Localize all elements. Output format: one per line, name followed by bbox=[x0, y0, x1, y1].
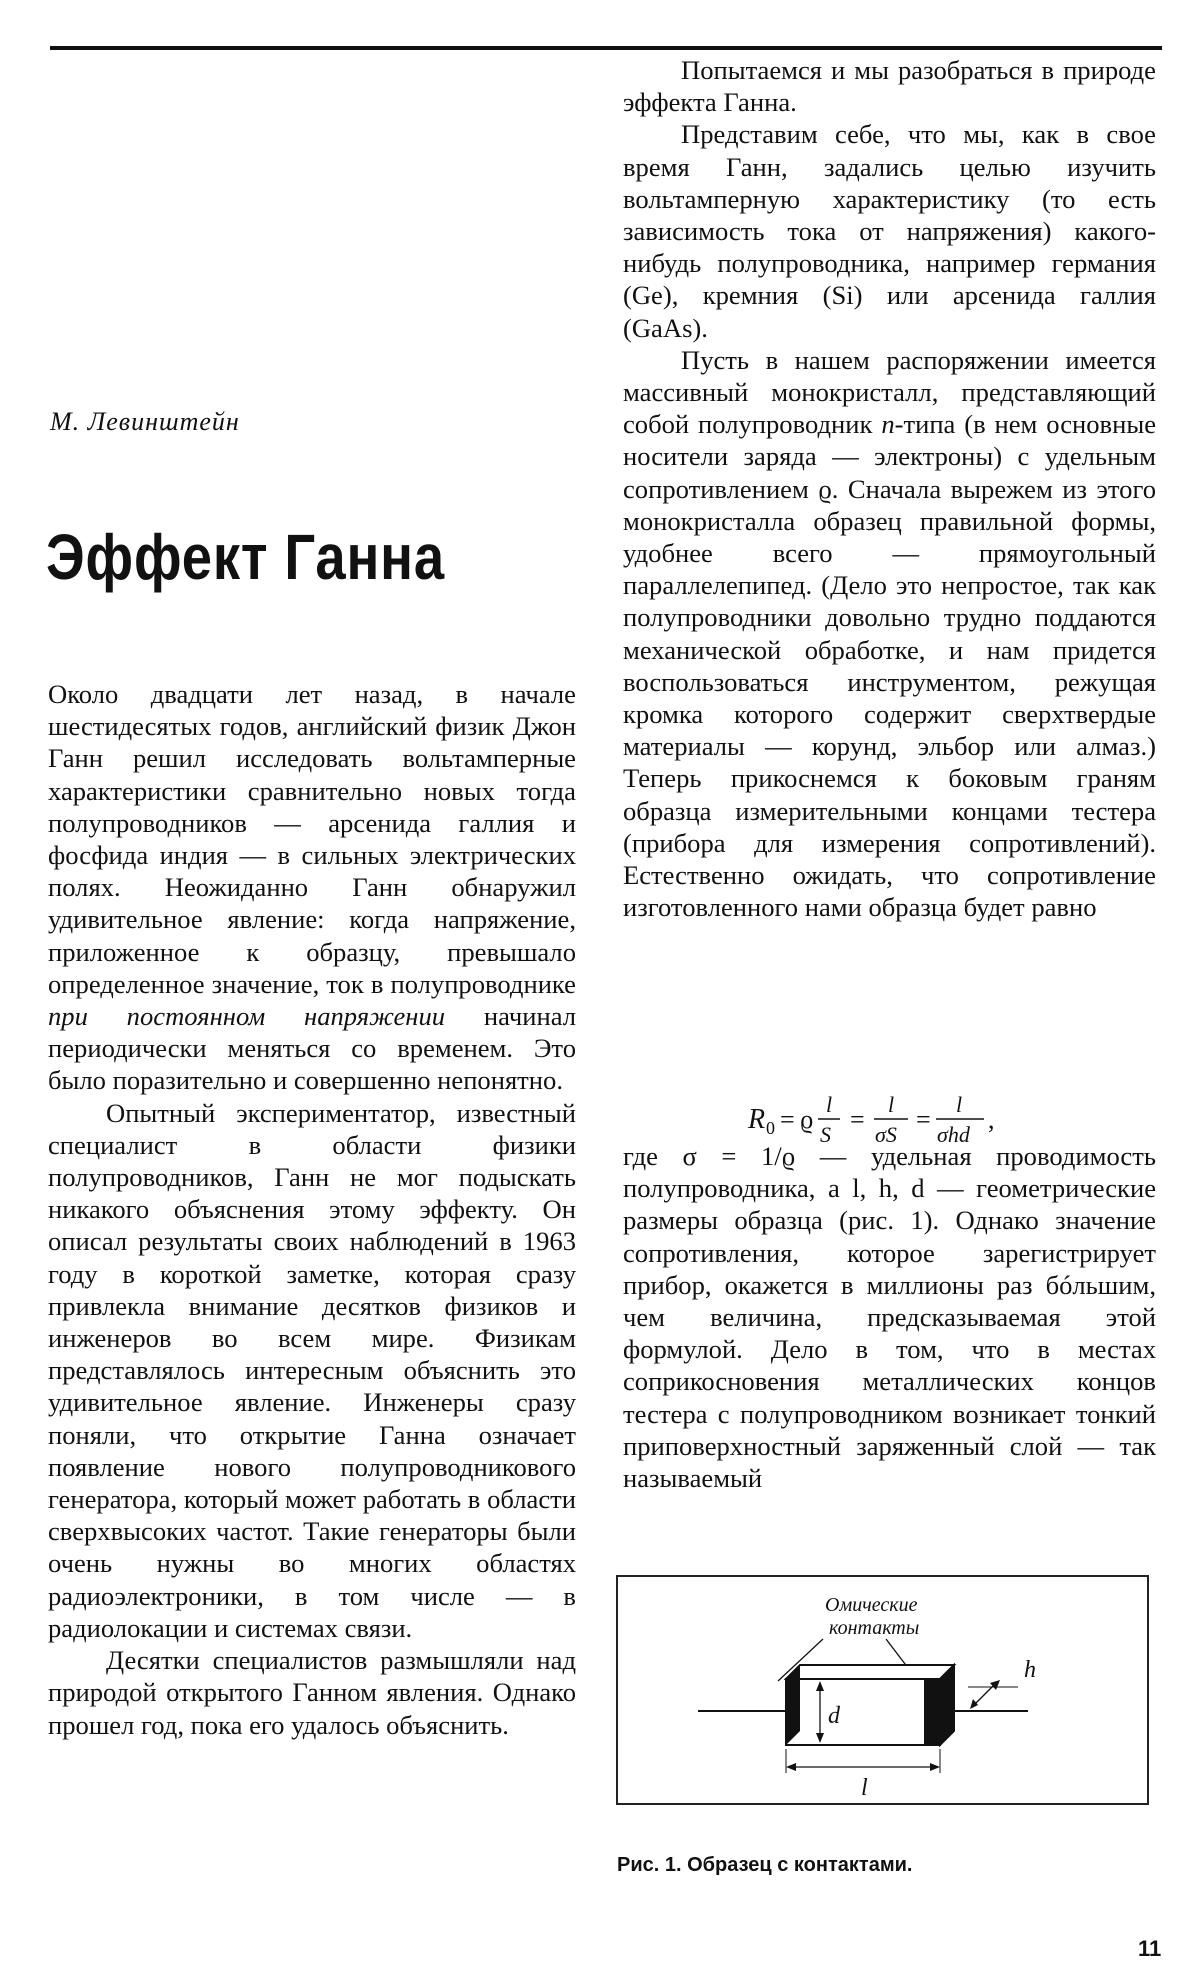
right-paragraph-2: Представим себе, что мы, как в свое время Ганн, задались целью изучить вольтамперную характеристику (то есть зависимость тока от напряжения) какого-нибудь полупроводника, например германия (Ge), кремния (Si) или арсенида галлия (GaAs). bbox=[623, 119, 1156, 343]
formula-den-1: S bbox=[820, 1122, 831, 1146]
right-paragraph-3: Пусть в нашем распоряжении имеется массивный монокристалл, представляющий собой полупроводник n-типа (в нем основные носители заряда — электроны) с удельным сопротивлением ϱ. Сначала вырежем из этого монокристалла образец правильной формы, удобнее всего — прямоугольный параллелепипед. (Дело это непростое, так как полупроводники довольно трудно поддаются механической обработке, и нам придется воспользоваться инструментом, режущая кромка которого содержит сверхтвердые материалы — корунд, эльбор или алмаз.) Теперь прикоснемся к боковым граням образца измерительными концами тестера (прибора для измерения сопротивлений). Естественно ожидать, что сопротивление изготовленного нами образца будет равно bbox=[623, 344, 1157, 923]
figure-1 bbox=[616, 1575, 1149, 1805]
dimension-d-label: d bbox=[828, 1703, 840, 1729]
l-arrow-left bbox=[786, 1763, 796, 1771]
right-paragraph-1: Попытаемся и мы разобраться в природе эффекта Ганна. bbox=[623, 55, 1156, 118]
formula-eq-3: = bbox=[916, 1105, 931, 1134]
formula-num-3: l bbox=[956, 1092, 963, 1117]
author-name: М. Левинштейн bbox=[50, 407, 240, 436]
formula-rho: ϱ bbox=[800, 1105, 814, 1134]
formula-r-subscript: 0 bbox=[766, 1118, 775, 1138]
left-paragraph-1: Около двадцати лет назад, в начале шестидесятых годов, английский физик Джон Ганн решил исследовать вольтамперные характеристики сравнительно новых тогда полупроводников — арсенида галлия и фосфида индия — в сильных электрических полях. Неожиданно Ганн обнаружил удивительное явление: когда напряжение, приложенное к образцу, превышало определенное значение, ток в полупроводнике при постоянном напряжении начинал периодически меняться со временем. Это было поразительно и совершенно непонятно. bbox=[48, 679, 576, 1096]
left-column bbox=[48, 678, 576, 1741]
h-dimension-line bbox=[974, 1683, 996, 1705]
italic-phrase: при постоянном напряжении bbox=[48, 1001, 446, 1032]
dimension-h-label: h bbox=[1024, 1657, 1036, 1683]
left-paragraph-3: Десятки специалистов размышляли над природой открытого Ганном явления. Однако прошел год, пока его удалось объяснить. bbox=[48, 1645, 576, 1740]
page-number: 11 bbox=[1138, 1936, 1162, 1961]
figure-caption: Рис. 1. Образец с контактами. bbox=[617, 1854, 913, 1876]
figure-label-line-1: Омические bbox=[825, 1594, 918, 1616]
formula-eq-2: = bbox=[850, 1105, 865, 1134]
formula-num-2: l bbox=[888, 1092, 895, 1117]
formula-num-1: l bbox=[826, 1092, 833, 1117]
sample-front-face bbox=[786, 1679, 940, 1745]
formula-eq-1: = bbox=[780, 1105, 795, 1134]
sample-top-face bbox=[786, 1665, 954, 1679]
formula-comma: , bbox=[988, 1105, 995, 1134]
right-column-bottom bbox=[623, 1140, 1156, 1494]
formula-r: R bbox=[748, 1104, 766, 1135]
left-paragraph-2: Опытный экспериментатор, известный специалист в области физики полупроводников, Ганн не мог подыскать никакого объяснения этому эффекту. Он описал результаты своих наблюдений в 1963 году в короткой заметке, которая сразу привлекла внимание десятков физиков и инженеров во всем мире. Физикам представлялось интересным объяснить это удивительное явление. Инженеры сразу поняли, что открытие Ганна означает появление нового полупроводникового генератора, который может работать в области сверхвысоких частот. Такие генераторы были очень нужны во многих областях радиоэлектроники, в том числе — в радиолокации и системах связи. bbox=[48, 1097, 576, 1643]
formula-den-3: σhd bbox=[937, 1122, 970, 1146]
figure-label-line-2: контакты bbox=[829, 1617, 920, 1639]
right-column-top bbox=[623, 54, 1156, 923]
h-arrow-bottom bbox=[970, 1699, 978, 1709]
l-arrow-right bbox=[930, 1763, 940, 1771]
article-title: Эффект Ганна bbox=[46, 521, 445, 593]
ohmic-contact-left bbox=[786, 1665, 800, 1745]
h-arrow-top bbox=[990, 1680, 1000, 1690]
right-paragraph-4: где σ = 1/ϱ — удельная проводимость полупроводника, а l, h, d — геометрические размеры образца (рис. 1). Однако значение сопротивления, которое зарегистрирует прибор, окажется в миллионы раз бóльшим, чем величина, предсказываемая этой формулой. Дело в том, что в местах соприкосновения металлических концов тестера с полупроводником возникает тонкий приповерхностный заряженный слой — так называемый bbox=[623, 1141, 1156, 1494]
dimension-l-label: l bbox=[861, 1775, 868, 1801]
formula-den-2: σS bbox=[875, 1122, 897, 1146]
top-rule bbox=[50, 46, 1162, 50]
resistance-formula bbox=[744, 1090, 1054, 1146]
sample-diagram bbox=[618, 1577, 1147, 1803]
